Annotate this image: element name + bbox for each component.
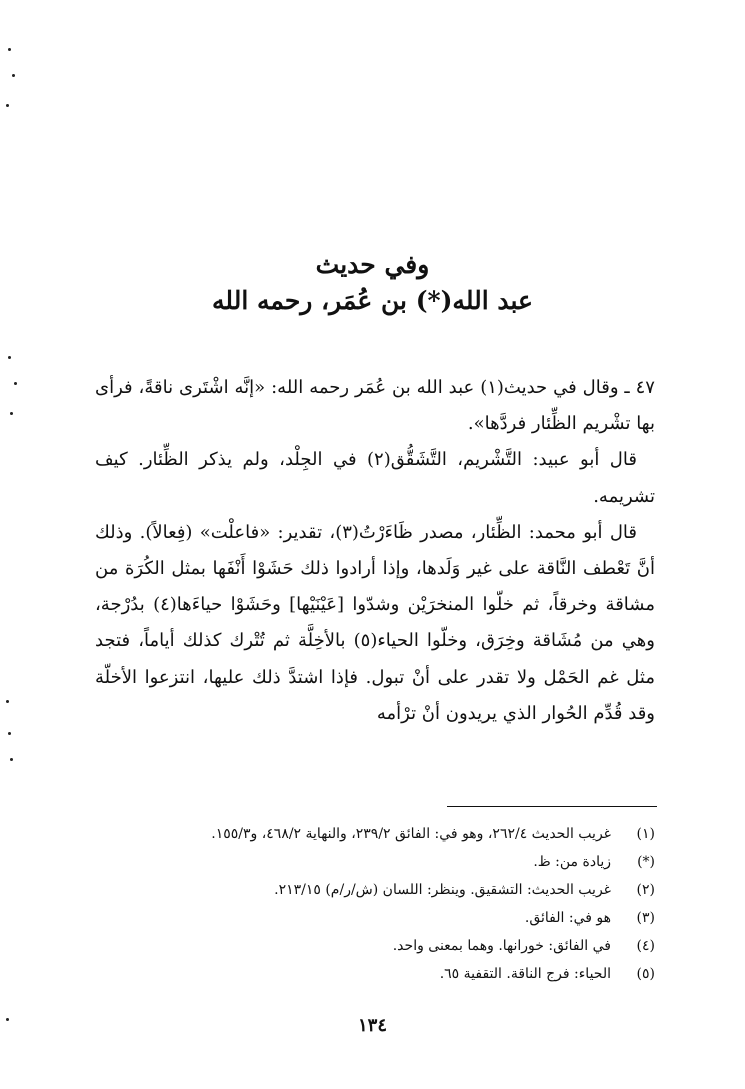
footnote-number: (٤) [636, 938, 655, 954]
footnote-number: (٢) [636, 882, 655, 898]
footnote-text: غريب الحديث ٢٦٢/٤، وهو في: الفائق ٢٣٩/٢، والنهاية ٤٦٨/٢، و١٥٥/٣. [211, 826, 611, 842]
footnote [95, 932, 655, 960]
margin-mark [8, 356, 11, 359]
footnotes [95, 820, 655, 988]
footnote-text: زيادة من: ظ. [533, 854, 611, 870]
paragraph: قال أبو محمد: الظِّئار، مصدر ظَاءَرْتُ(٣)، تقدير: «فاعلْت» (فِعالاً). وذلك أنَّ تَعْطف النَّاقة على غير وَلَدها، وإذا أرادوا ذلك حَشَوْا أَنْفَها بمثل الكُرَة من مشاقة وخرقاً، ثم خلّوا المنخرَيْن وشدّوا [عَيْنَيْها] وحَشَوْا حياءَها(٤) بدُرْجة، وهي من مُشَاقة وخِرَق، وخلّوا الحياء(٥) بالأخِلَّة ثم تُتْرك كذلك أياماً، فتجد مثل غم الحَمْل ولا تقدر على أنْ تبول. فإذا اشتدَّ ذلك عليها، انتزعوا الأخلّة وقد قُدِّم الحُوار الذي يريدون أنْ ترْأمه [95, 521, 655, 724]
margin-mark [8, 48, 11, 51]
footnote-number: (٣) [636, 910, 655, 926]
footnote [95, 820, 655, 848]
footnote-divider [447, 806, 657, 807]
body-text [95, 370, 655, 732]
footnote-text: الحياء: فرج الناقة. التقفية ٦٥. [439, 966, 611, 982]
footnote-number: (١) [636, 826, 655, 842]
footnote [95, 960, 655, 988]
footnote-text: غريب الحديث: التشقيق. وينظر: اللسان (ش/ر/م) ٢١٣/١٥. [274, 882, 611, 898]
footnote [95, 876, 655, 904]
page-number: ١٣٤ [357, 1015, 387, 1036]
paragraph: قال أبو عبيد: التَّشْريم، التَّشَقُّق(٢) في الجِلْد، ولم يذكر الظِّئار. كيف تشريمه. [95, 449, 655, 507]
margin-mark [14, 382, 17, 385]
margin-mark [6, 700, 9, 703]
margin-mark [10, 758, 13, 761]
footnote-text: هو في: الفائق. [524, 910, 611, 926]
margin-mark [12, 74, 15, 77]
section-subheading: عبد الله(*) بن عُمَر، رحمه الله [212, 286, 533, 315]
footnote-number: (٥) [636, 966, 655, 982]
footnote-number: (*) [637, 854, 655, 870]
margin-mark [6, 104, 9, 107]
footnote [95, 848, 655, 876]
paragraph: ٤٧ ـ وقال في حديث(١) عبد الله بن عُمَر رحمه الله: «إنَّه اشْتَرى ناقةً، فرأى بها تشْريم الظِّئار فردَّها». [95, 377, 655, 435]
section-heading: وفي حديث [315, 250, 430, 279]
footnote [95, 904, 655, 932]
footnote-text: في الفائق: خورانها. وهما بمعنى واحد. [392, 938, 611, 954]
margin-mark [10, 412, 13, 415]
margin-mark [8, 732, 11, 735]
